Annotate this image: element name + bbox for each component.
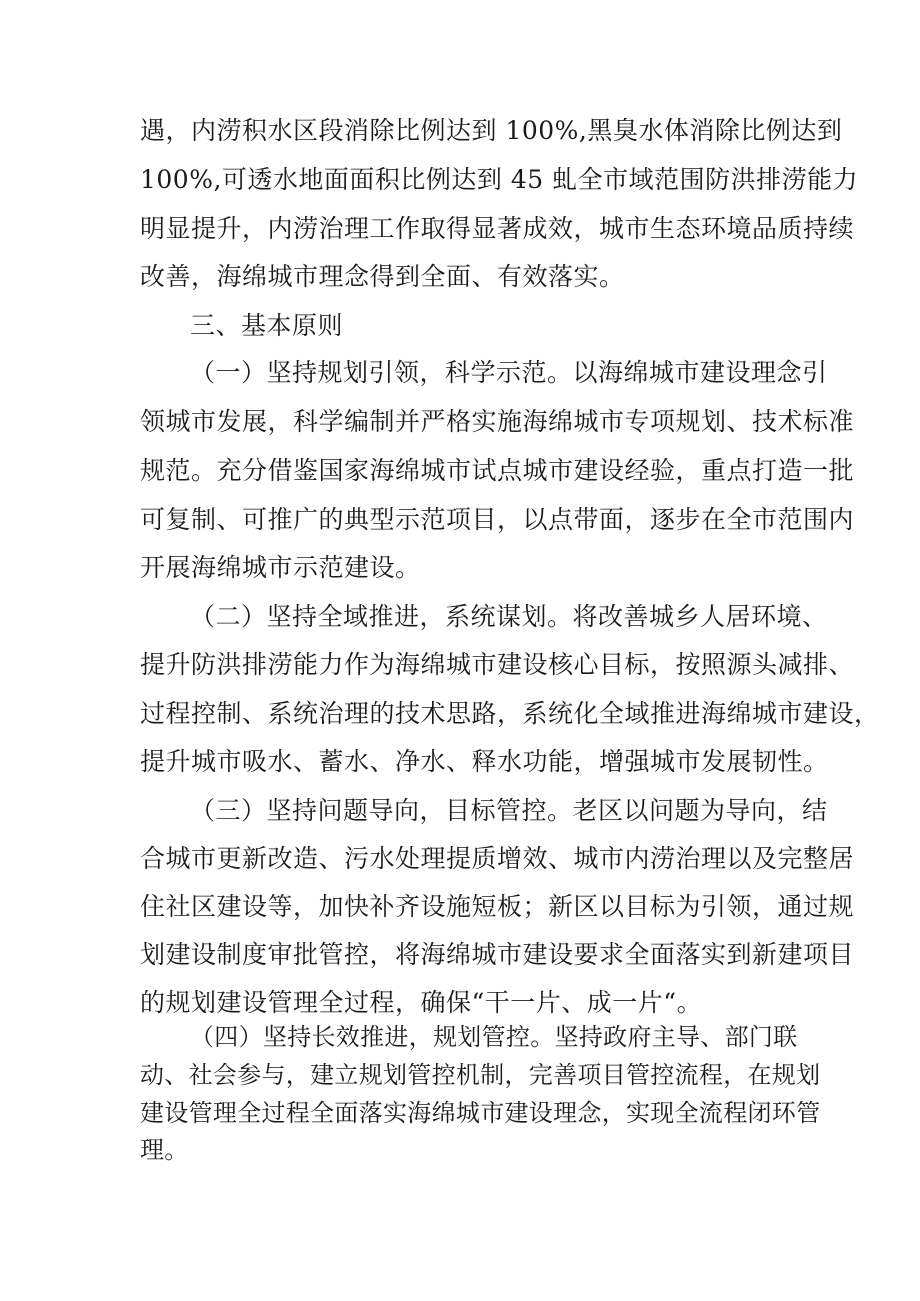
p5-line-3: 建设管理全过程全面落实海绵城市建设理念，实现全流程闭环管 — [140, 1099, 821, 1127]
p2-line-1: （一）坚持规划引领，科学示范。以海绵城市建设理念引 — [190, 358, 828, 387]
p4-line-1: （三）坚持问题导向，目标管控。老区以问题为导向，结 — [190, 796, 828, 825]
p3-line-3: 过程控制、系统治理的技术思路，系统化全域推进海绵城市建设， — [140, 699, 880, 728]
p1-line-1: 遇，内涝积水区段消除比例达到 100%,黑臭水体消除比例达到 — [140, 116, 843, 145]
p2-line-5: 开展海绵城市示范建设。 — [140, 553, 421, 582]
p2-line-3: 规范。充分借鉴国家海绵城市试点城市建设经验，重点打造一批 — [140, 456, 855, 485]
p5-line-4: 理。 — [140, 1136, 189, 1164]
p1-line-4: 改善，海绵城市理念得到全面、有效落实。 — [140, 262, 625, 291]
p3-line-2: 提升防洪排涝能力作为海绵城市建设核心目标，按照源头减排、 — [140, 650, 855, 679]
p5-line-1: （四）坚持长效推进，规划管控。坚持政府主导、部门联 — [190, 1023, 798, 1051]
p1-line-3: 明显提升，内涝治理工作取得显著成效，城市生态环境品质持续 — [140, 214, 855, 243]
p2-line-2: 领城市发展，科学编制并严格实施海绵城市专项规划、技术标准 — [140, 407, 855, 436]
p4-line-3: 住社区建设等，加快补齐设施短板；新区以目标为引领，通过规 — [140, 892, 855, 921]
p4-line-4: 划建设制度审批管控，将海绵城市建设要求全面落实到新建项目 — [140, 940, 855, 969]
p1-line-2: 100%,可透水地面面积比例达到 45 虬全市域范围防洪排涝能力 — [140, 165, 859, 194]
p3-line-1: （二）坚持全域推进，系统谋划。将改善城乡人居环境、 — [190, 602, 828, 631]
p2-line-4: 可复制、可推广的典型示范项目，以点带面，逐步在全市范围内 — [140, 505, 855, 534]
p4-line-2: 合城市更新改造、污水处理提质增效、城市内涝治理以及完整居 — [140, 844, 855, 873]
p4-line-5: 的规划建设管理全过程，确保“干一片、成一片“。 — [140, 988, 703, 1017]
p3-line-4: 提升城市吸水、蓄水、净水、释水功能，增强城市发展韧性。 — [140, 747, 829, 776]
p5-line-2: 动、社会参与，建立规划管控机制，完善项目管控流程，在规划 — [140, 1061, 821, 1089]
section-heading: 三、基本原则 — [190, 311, 344, 340]
